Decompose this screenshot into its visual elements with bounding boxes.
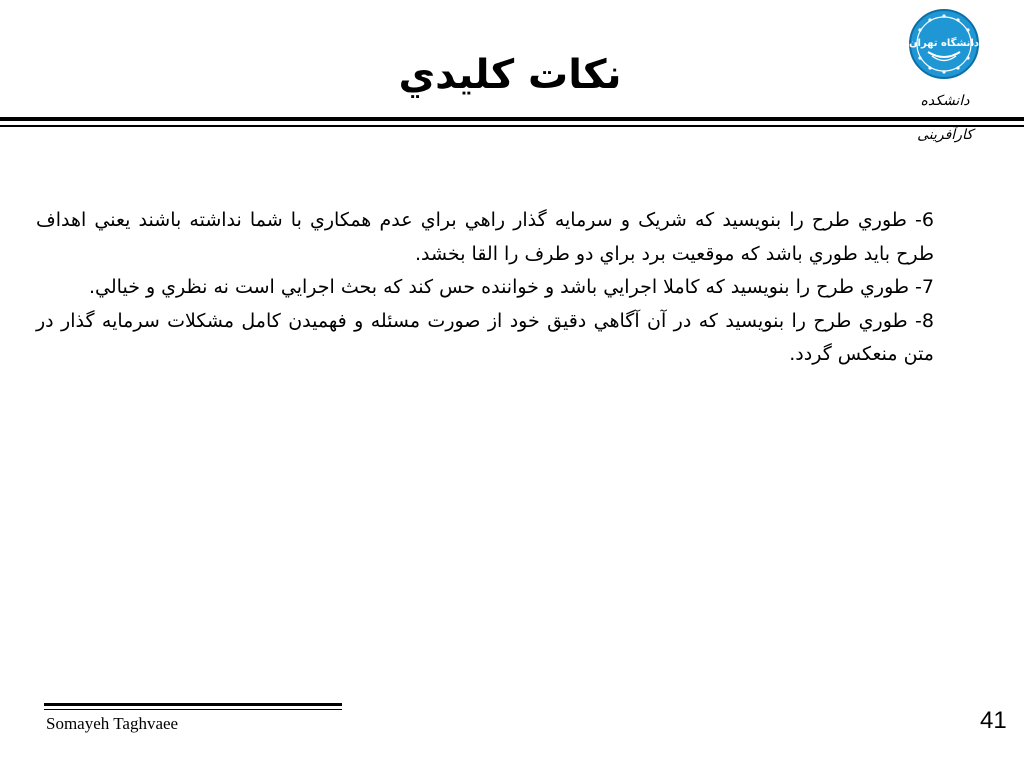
university-seal-icon bbox=[908, 8, 980, 80]
footer-divider-thin bbox=[44, 709, 342, 710]
slide-title: نکات کليدي bbox=[398, 52, 622, 98]
footer-divider-thick bbox=[44, 703, 342, 706]
key-point-6: 6- طوري طرح را بنويسيد که شريک و سرمايه گذار راهي براي عدم همکاري با شما نداشته باشند يعني اهداف طرح بايد طوري باشد که موقعيت برد براي دو طرف را القا بخشد. bbox=[36, 209, 934, 265]
footer-author: Somayeh Taghvaee bbox=[46, 714, 179, 733]
header-divider-thick bbox=[0, 117, 1024, 121]
logo-caption: دانشکده کارآفرینی bbox=[917, 93, 973, 143]
key-point-8: 8- طوري طرح را بنويسيد که در آن آگاهي دقيق خود از صورت مسئله و فهميدن کامل مشکلات سرمايه گذار در متن منعکس گردد. bbox=[36, 309, 934, 365]
key-points-body bbox=[36, 204, 934, 372]
header-divider-thin bbox=[0, 125, 1024, 127]
key-point-7: 7- طوري طرح را بنويسيد که کاملا اجرايي باشد و خواننده حس کند که بحث اجرايي است نه نظري و خيالي. bbox=[89, 276, 934, 298]
page-number: 41 bbox=[980, 707, 1007, 734]
seal-text: دانشگاه تهران bbox=[909, 38, 979, 49]
university-logo bbox=[900, 4, 990, 143]
